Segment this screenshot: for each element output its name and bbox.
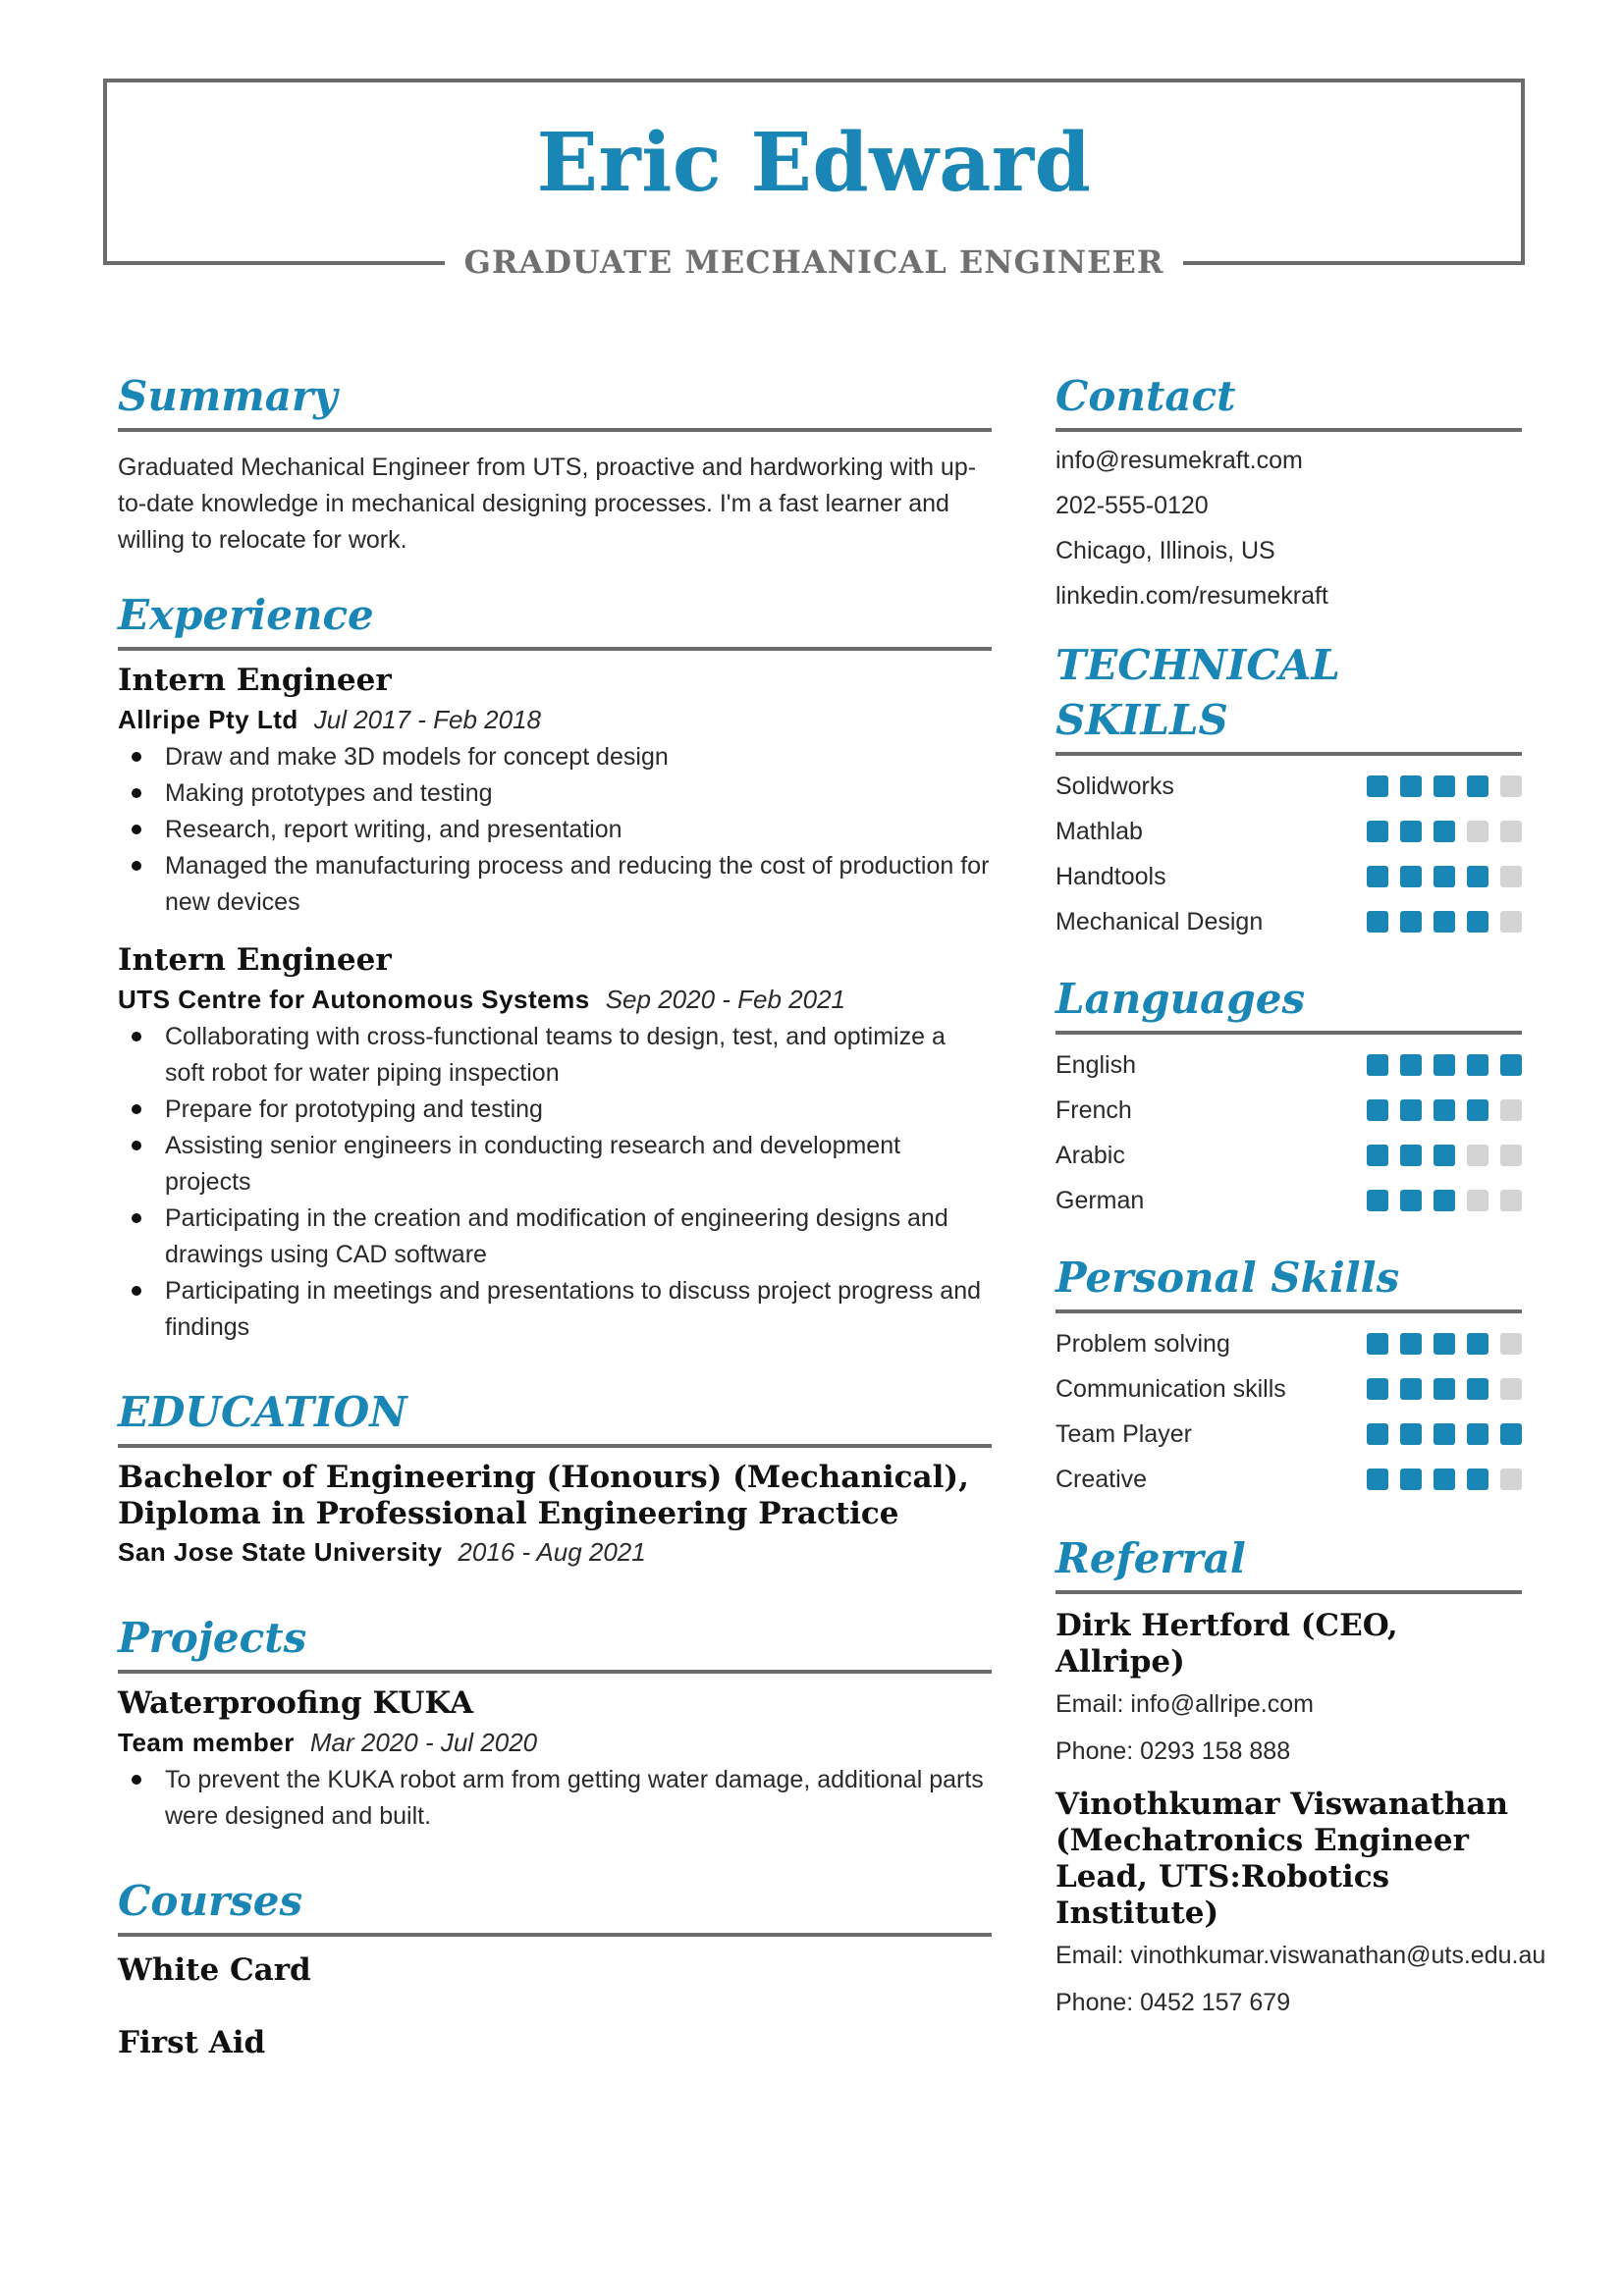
language-rating — [1367, 1099, 1522, 1121]
rating-dot-filled — [1400, 1099, 1422, 1121]
referee-phone: Phone: 0293 158 888 — [1055, 1737, 1291, 1765]
education-school: San Jose State University — [118, 1537, 443, 1567]
rating-dot-filled — [1367, 775, 1388, 797]
rating-dot-filled — [1434, 1145, 1455, 1166]
personal-skill-rating — [1367, 1333, 1522, 1355]
courses-section — [118, 1874, 992, 2062]
personal-skill-rating — [1367, 1468, 1522, 1490]
bullet-item: Participating in the creation and modification of engineering designs and drawings using CAD software — [118, 1201, 992, 1273]
rating-dot-filled — [1467, 911, 1488, 933]
rating-dot-empty — [1500, 911, 1522, 933]
job-title: GRADUATE MECHANICAL ENGINEER — [445, 243, 1184, 281]
personal-skills-heading: Personal Skills — [1055, 1251, 1522, 1313]
rating-dot-filled — [1367, 1145, 1388, 1166]
summary-text: Graduated Mechanical Engineer from UTS, proactive and hardworking with up-to-date knowledge in mechanical designing processes. I'm a fast learner and willing to relocate for work. — [118, 454, 977, 554]
technical-skills-section — [1055, 638, 1522, 944]
rating-dot-filled — [1367, 1054, 1388, 1076]
rating-dot-empty — [1500, 1145, 1522, 1166]
language-name: Arabic — [1055, 1141, 1125, 1169]
rating-dot-empty — [1500, 1378, 1522, 1400]
bullet-item: Collaborating with cross-functional teams to design, test, and optimize a soft robot for water piping inspection — [118, 1019, 992, 1092]
referee-entry — [1055, 1787, 1546, 2026]
rating-dot-filled — [1434, 1333, 1455, 1355]
contact-email: info@resumekraft.com — [1055, 447, 1303, 474]
rating-dot-filled — [1400, 821, 1422, 842]
skill-row — [1055, 854, 1522, 899]
rating-dot-filled — [1367, 1333, 1388, 1355]
rating-dot-empty — [1467, 1190, 1488, 1211]
rating-dot-filled — [1367, 911, 1388, 933]
referee-entry — [1055, 1608, 1522, 1775]
course-item: White Card — [118, 1952, 311, 1988]
contact-section — [1055, 369, 1522, 618]
rating-dot-filled — [1467, 1054, 1488, 1076]
project-role: Team member — [118, 1728, 295, 1757]
rating-dot-filled — [1434, 1378, 1455, 1400]
referee-name: Dirk Hertford (CEO, Allripe) — [1055, 1608, 1398, 1680]
job-entry-org: Allripe Pty Ltd — [118, 705, 298, 734]
rating-dot-filled — [1400, 1054, 1422, 1076]
bullet-item: Prepare for prototyping and testing — [118, 1092, 992, 1128]
job-entry-dates: Sep 2020 - Feb 2021 — [605, 985, 846, 1014]
skill-row — [1055, 899, 1522, 944]
contact-location: Chicago, Illinois, US — [1055, 537, 1275, 564]
rating-dot-filled — [1467, 1423, 1488, 1445]
candidate-name: Eric Edward — [536, 116, 1092, 210]
personal-skill-row — [1055, 1321, 1522, 1366]
skill-rating — [1367, 866, 1522, 887]
education-meta — [118, 1532, 992, 1572]
referee-phone: Phone: 0452 157 679 — [1055, 1989, 1291, 2016]
rating-dot-filled — [1367, 1190, 1388, 1211]
rating-dot-filled — [1400, 1190, 1422, 1211]
job-entry-title: Intern Engineer — [118, 663, 392, 698]
courses-heading: Courses — [118, 1874, 992, 1937]
referral-heading: Referral — [1055, 1531, 1522, 1594]
skill-name: Mechanical Design — [1055, 907, 1264, 935]
rating-dot-filled — [1400, 1333, 1422, 1355]
language-rating — [1367, 1190, 1522, 1211]
job-entry-org: UTS Centre for Autonomous Systems — [118, 985, 590, 1014]
rating-dot-filled — [1434, 866, 1455, 887]
rating-dot-empty — [1500, 1333, 1522, 1355]
rating-dot-filled — [1434, 1190, 1455, 1211]
rating-dot-filled — [1434, 775, 1455, 797]
rating-dot-filled — [1400, 1423, 1422, 1445]
rating-dot-filled — [1400, 1468, 1422, 1490]
education-heading: EDUCATION — [118, 1385, 992, 1448]
rating-dot-empty — [1500, 1099, 1522, 1121]
rating-dot-filled — [1400, 911, 1422, 933]
rating-dot-filled — [1467, 1468, 1488, 1490]
language-name: French — [1055, 1095, 1132, 1124]
personal-skill-rating — [1367, 1378, 1522, 1400]
rating-dot-filled — [1367, 821, 1388, 842]
rating-dot-filled — [1400, 866, 1422, 887]
languages-section — [1055, 972, 1522, 1223]
summary-heading: Summary — [118, 369, 992, 432]
education-dates: 2016 - Aug 2021 — [458, 1537, 646, 1567]
bullet-item: Managed the manufacturing process and reducing the cost of production for new devices — [118, 848, 992, 921]
language-row — [1055, 1133, 1522, 1178]
experience-heading: Experience — [118, 588, 992, 651]
rating-dot-empty — [1500, 866, 1522, 887]
rating-dot-empty — [1500, 821, 1522, 842]
project-bullets — [118, 1762, 992, 1835]
technical-skills-heading: TECHNICAL SKILLS — [1055, 638, 1522, 756]
bullet-item: Assisting senior engineers in conducting research and development projects — [118, 1128, 992, 1201]
skill-name: Handtools — [1055, 862, 1166, 890]
education-section — [118, 1385, 992, 1572]
rating-dot-empty — [1467, 821, 1488, 842]
bullet-item: Participating in meetings and presentations to discuss project progress and findings — [118, 1273, 992, 1346]
rating-dot-filled — [1367, 866, 1388, 887]
job-entry-bullets — [118, 1019, 992, 1346]
language-row — [1055, 1042, 1522, 1088]
skill-name: Mathlab — [1055, 817, 1143, 845]
rating-dot-filled — [1467, 866, 1488, 887]
rating-dot-filled — [1400, 775, 1422, 797]
personal-skill-rating — [1367, 1423, 1522, 1445]
rating-dot-empty — [1500, 1190, 1522, 1211]
personal-skill-row — [1055, 1412, 1522, 1457]
rating-dot-filled — [1434, 821, 1455, 842]
personal-skill-name: Team Player — [1055, 1419, 1192, 1448]
contact-phone: 202-555-0120 — [1055, 492, 1209, 519]
course-item: First Aid — [118, 2025, 266, 2060]
personal-skills-section — [1055, 1251, 1522, 1502]
personal-skill-name: Problem solving — [1055, 1329, 1230, 1358]
skill-rating — [1367, 911, 1522, 933]
bullet-item: Research, report writing, and presentation — [118, 812, 992, 848]
language-rating — [1367, 1054, 1522, 1076]
rating-dot-filled — [1434, 911, 1455, 933]
languages-heading: Languages — [1055, 972, 1522, 1035]
referee-email: Email: vinothkumar.viswanathan@uts.edu.au — [1055, 1942, 1546, 1969]
bullet-item: Draw and make 3D models for concept design — [118, 739, 992, 775]
rating-dot-filled — [1367, 1423, 1388, 1445]
bullet-item: Making prototypes and testing — [118, 775, 992, 812]
right-column — [1055, 369, 1546, 2026]
rating-dot-filled — [1467, 1099, 1488, 1121]
rating-dot-filled — [1434, 1054, 1455, 1076]
language-name: English — [1055, 1050, 1136, 1079]
language-row — [1055, 1088, 1522, 1133]
job-entry-dates: Jul 2017 - Feb 2018 — [313, 705, 542, 734]
skill-row — [1055, 809, 1522, 854]
rating-dot-filled — [1434, 1099, 1455, 1121]
skill-rating — [1367, 775, 1522, 797]
job-entry — [118, 940, 992, 1346]
education-degree: Bachelor of Engineering (Honours) (Mechanical), Diploma in Professional Engineering Practice — [118, 1460, 969, 1531]
projects-section — [118, 1611, 992, 1835]
rating-dot-filled — [1434, 1423, 1455, 1445]
rating-dot-filled — [1367, 1468, 1388, 1490]
rating-dot-empty — [1500, 775, 1522, 797]
referee-email: Email: info@allripe.com — [1055, 1690, 1314, 1718]
rating-dot-filled — [1367, 1378, 1388, 1400]
rating-dot-filled — [1467, 1333, 1488, 1355]
summary-section — [118, 369, 992, 559]
personal-skill-row — [1055, 1457, 1522, 1502]
contact-linkedin: linkedin.com/resumekraft — [1055, 582, 1328, 610]
project-title: Waterproofing KUKA — [118, 1685, 474, 1721]
job-entry-bullets — [118, 739, 992, 921]
referral-section — [1055, 1531, 1546, 2026]
rating-dot-filled — [1467, 775, 1488, 797]
language-name: German — [1055, 1186, 1145, 1214]
job-entry — [118, 661, 992, 921]
rating-dot-filled — [1400, 1145, 1422, 1166]
language-row — [1055, 1178, 1522, 1223]
referee-name: Vinothkumar Viswanathan (Mechatronics Engineer Lead, UTS:Robotics Institute) — [1055, 1787, 1509, 1931]
skill-rating — [1367, 821, 1522, 842]
job-title-banner — [103, 243, 1525, 281]
personal-skill-name: Creative — [1055, 1465, 1148, 1493]
rating-dot-filled — [1500, 1054, 1522, 1076]
experience-section — [118, 588, 992, 1346]
rating-dot-empty — [1467, 1145, 1488, 1166]
project-dates: Mar 2020 - Jul 2020 — [309, 1728, 538, 1757]
rating-dot-filled — [1467, 1378, 1488, 1400]
job-entry-meta — [118, 700, 992, 739]
project-meta — [118, 1723, 992, 1762]
rating-dot-empty — [1500, 1468, 1522, 1490]
job-entry-meta — [118, 980, 992, 1019]
language-rating — [1367, 1145, 1522, 1166]
rating-dot-filled — [1367, 1099, 1388, 1121]
personal-skill-name: Communication skills — [1055, 1374, 1286, 1403]
personal-skill-row — [1055, 1366, 1522, 1412]
rating-dot-filled — [1500, 1423, 1522, 1445]
skill-row — [1055, 764, 1522, 809]
left-column — [118, 369, 992, 2062]
job-entry-title: Intern Engineer — [118, 942, 392, 978]
contact-heading: Contact — [1055, 369, 1522, 432]
projects-heading: Projects — [118, 1611, 992, 1674]
rating-dot-filled — [1434, 1468, 1455, 1490]
skill-name: Solidworks — [1055, 772, 1174, 800]
rating-dot-filled — [1400, 1378, 1422, 1400]
bullet-item: To prevent the KUKA robot arm from getting water damage, additional parts were designed and built. — [118, 1762, 992, 1835]
